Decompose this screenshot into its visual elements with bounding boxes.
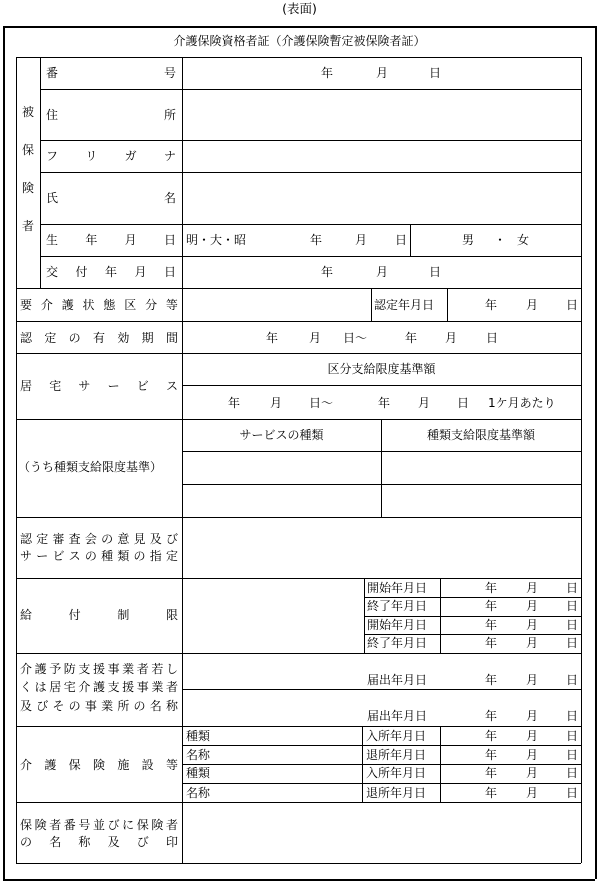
form-rule [40,140,581,141]
label-number: 番 号 [46,66,176,80]
insured-label: 者 [22,219,35,233]
facility-date: 日 [566,766,579,780]
birth-date: 年 [310,233,323,247]
home-range: 日〜 [309,396,334,410]
header-type-limit-amount: 種類支給限度基準額 [426,428,535,442]
form-rule [581,288,582,321]
facility-field-label: 名称 [186,786,211,800]
facility-field-label: 種類 [186,729,211,743]
form-rule [16,321,17,353]
birth-date: 日 [395,233,408,247]
label-birthdate: 生 年 月 日 [46,233,176,247]
form-rule [16,353,17,419]
benefit-date: 年 [485,599,498,613]
form-rule [16,419,581,420]
form-rule [581,353,582,419]
form-rule [3,26,5,879]
form-rule [40,256,581,257]
form-rule [581,578,582,653]
label-name: 氏 名 [46,191,176,205]
notify-date: 日 [566,709,579,723]
facility-date-label: 退所年月日 [366,786,427,800]
notify-date: 月 [526,709,539,723]
form-rule [581,57,582,288]
facility-field-label: 種類 [186,766,211,780]
form-rule [16,653,581,654]
cert-date: 日 [566,298,579,312]
validity-range: 日 [486,331,499,345]
form-rule [16,517,581,518]
sex-options: ・ [494,233,507,247]
form-rule [595,26,597,879]
form-rule [581,419,582,517]
header-service-type: サービスの種類 [239,428,324,442]
facility-date: 日 [566,748,579,762]
label-notify-date: 届出年月日 [367,709,428,723]
validity-range: 日〜 [343,331,368,345]
form-rule [447,288,448,321]
insured-label: 険 [22,181,35,195]
form-rule [16,517,17,578]
facility-date-label: 入所年月日 [366,766,427,780]
label-support-provider: 介 護 予 防 支 援 事 業 者 若 し [20,662,178,676]
facility-date: 日 [566,786,579,800]
home-range: 年 [378,396,391,410]
cert-date: 年 [485,298,498,312]
benefit-date: 年 [485,581,498,595]
notify-date: 日 [566,673,579,687]
form-rule [182,288,183,321]
sex-options: 女 [517,233,530,247]
form-rule [182,802,183,863]
label-notify-date: 届出年月日 [367,673,428,687]
facility-date: 月 [526,766,539,780]
benefit-date: 日 [566,636,579,650]
facility-date: 年 [485,748,498,762]
form-rule [16,288,17,321]
form-rule [40,89,581,90]
facility-date: 月 [526,729,539,743]
facility-date: 月 [526,786,539,800]
benefit-date-label: 開始年月日 [367,618,428,632]
form-rule [182,689,581,690]
benefit-date: 月 [526,636,539,650]
notify-date: 年 [485,673,498,687]
benefit-date-label: 終了年月日 [367,599,428,613]
form-rule [182,578,183,653]
label-committee: 認 定 審 査 会 の 意 見 及 び [20,532,178,546]
sex-options: 男 [462,233,475,247]
form-rule [581,517,582,578]
form-rule [364,597,581,598]
facility-date: 月 [526,748,539,762]
form-rule [16,353,581,354]
form-rule [410,224,411,256]
label-issue-date: 交 付 年 月 日 [46,265,176,279]
form-rule [3,879,595,881]
benefit-date-label: 開始年月日 [367,581,428,595]
validity-range: 月 [309,331,322,345]
facility-date: 年 [485,766,498,780]
form-rule [16,57,581,58]
form-rule [16,863,581,864]
birth-date: 月 [355,233,368,247]
form-rule [16,802,581,803]
form-rule [581,653,582,726]
form-rule [182,764,581,765]
validity-range: 年 [266,331,279,345]
facility-date: 日 [566,729,579,743]
validity-range: 月 [445,331,458,345]
home-range: 月 [270,396,283,410]
issue-date: 日 [429,265,442,279]
form-rule [40,172,581,173]
form-rule [182,321,183,353]
label-benefit-limit: 給 付 制 限 [20,608,178,622]
home-range: 日 [457,396,470,410]
facility-date: 年 [485,786,498,800]
form-rule [16,321,581,322]
form-rule [182,745,581,746]
form-rule [16,653,17,726]
label-limit-amount: 区分支給限度基準額 [327,362,436,376]
benefit-date: 月 [526,618,539,632]
benefit-date: 日 [566,581,579,595]
form-rule [581,802,582,863]
benefit-date: 日 [566,618,579,632]
form-rule [40,224,581,225]
issue-date: 年 [321,265,334,279]
form-rule [16,288,581,289]
label-type-limit: （うち種類支給限度基準） [18,460,163,474]
form-rule [364,634,581,635]
facility-date-label: 退所年月日 [366,748,427,762]
birth-era: 明・大・昭 [186,233,247,247]
form-rule [3,26,595,28]
form-rule [16,802,17,863]
notify-date: 年 [485,709,498,723]
benefit-date: 月 [526,581,539,595]
certificate-title: 介護保険資格者証（介護保険暫定被保険者証） [173,34,426,48]
label-home-service: 居 宅 サ ー ビ ス [20,379,178,393]
label-validity: 認 定 の 有 効 期 間 [20,331,178,345]
number-date: 日 [429,66,442,80]
form-rule [16,578,17,653]
facility-date-label: 入所年月日 [366,729,427,743]
form-rule [16,726,581,727]
label-cert-date: 認定年月日 [374,298,435,312]
label-furigana: フ リ ガ ナ [46,149,176,163]
label-facility: 介 護 保 険 施 設 等 [20,758,178,772]
home-range: 月 [418,396,431,410]
notify-date: 月 [526,673,539,687]
label-support-provider: く は 居 宅 介 護 支 援 事 業 者 [20,680,178,694]
form-rule [16,726,17,802]
validity-range: 年 [405,331,418,345]
label-insurer: 保 険 者 番 号 並 び に 保 険 者 [20,818,178,832]
label-committee: サ ー ビ ス の 種 類 の 指 定 [20,549,178,563]
number-date: 月 [376,66,389,80]
facility-date: 年 [485,729,498,743]
form-rule [371,288,372,321]
benefit-date: 日 [566,599,579,613]
number-date: 年 [321,66,334,80]
insured-label: 被 [22,105,35,119]
benefit-date-label: 終了年月日 [367,636,428,650]
form-rule [182,783,581,784]
form-rule [182,517,183,578]
benefit-date: 年 [485,618,498,632]
form-rule [364,616,581,617]
label-support-provider: 及 び そ の 事 業 所 の 名 称 [20,699,178,713]
label-address: 住 所 [46,108,176,122]
home-range: 年 [228,396,241,410]
insured-label: 保 [22,143,35,157]
facility-field-label: 名称 [186,748,211,762]
cert-date: 月 [526,298,539,312]
label-care-level: 要 介 護 状 態 区 分 等 [20,298,178,312]
page-side-label: (表面) [282,1,317,16]
form-rule [182,385,581,386]
form-rule [581,726,582,802]
form-rule [16,578,581,579]
form-rule [581,321,582,353]
per-month: 1ケ月あたり [488,396,556,410]
issue-date: 月 [376,265,389,279]
label-insurer: の 名 称 及 び 印 [20,835,178,849]
form-rule [16,57,17,288]
benefit-date: 月 [526,599,539,613]
form-rule [16,419,17,517]
benefit-date: 年 [485,636,498,650]
